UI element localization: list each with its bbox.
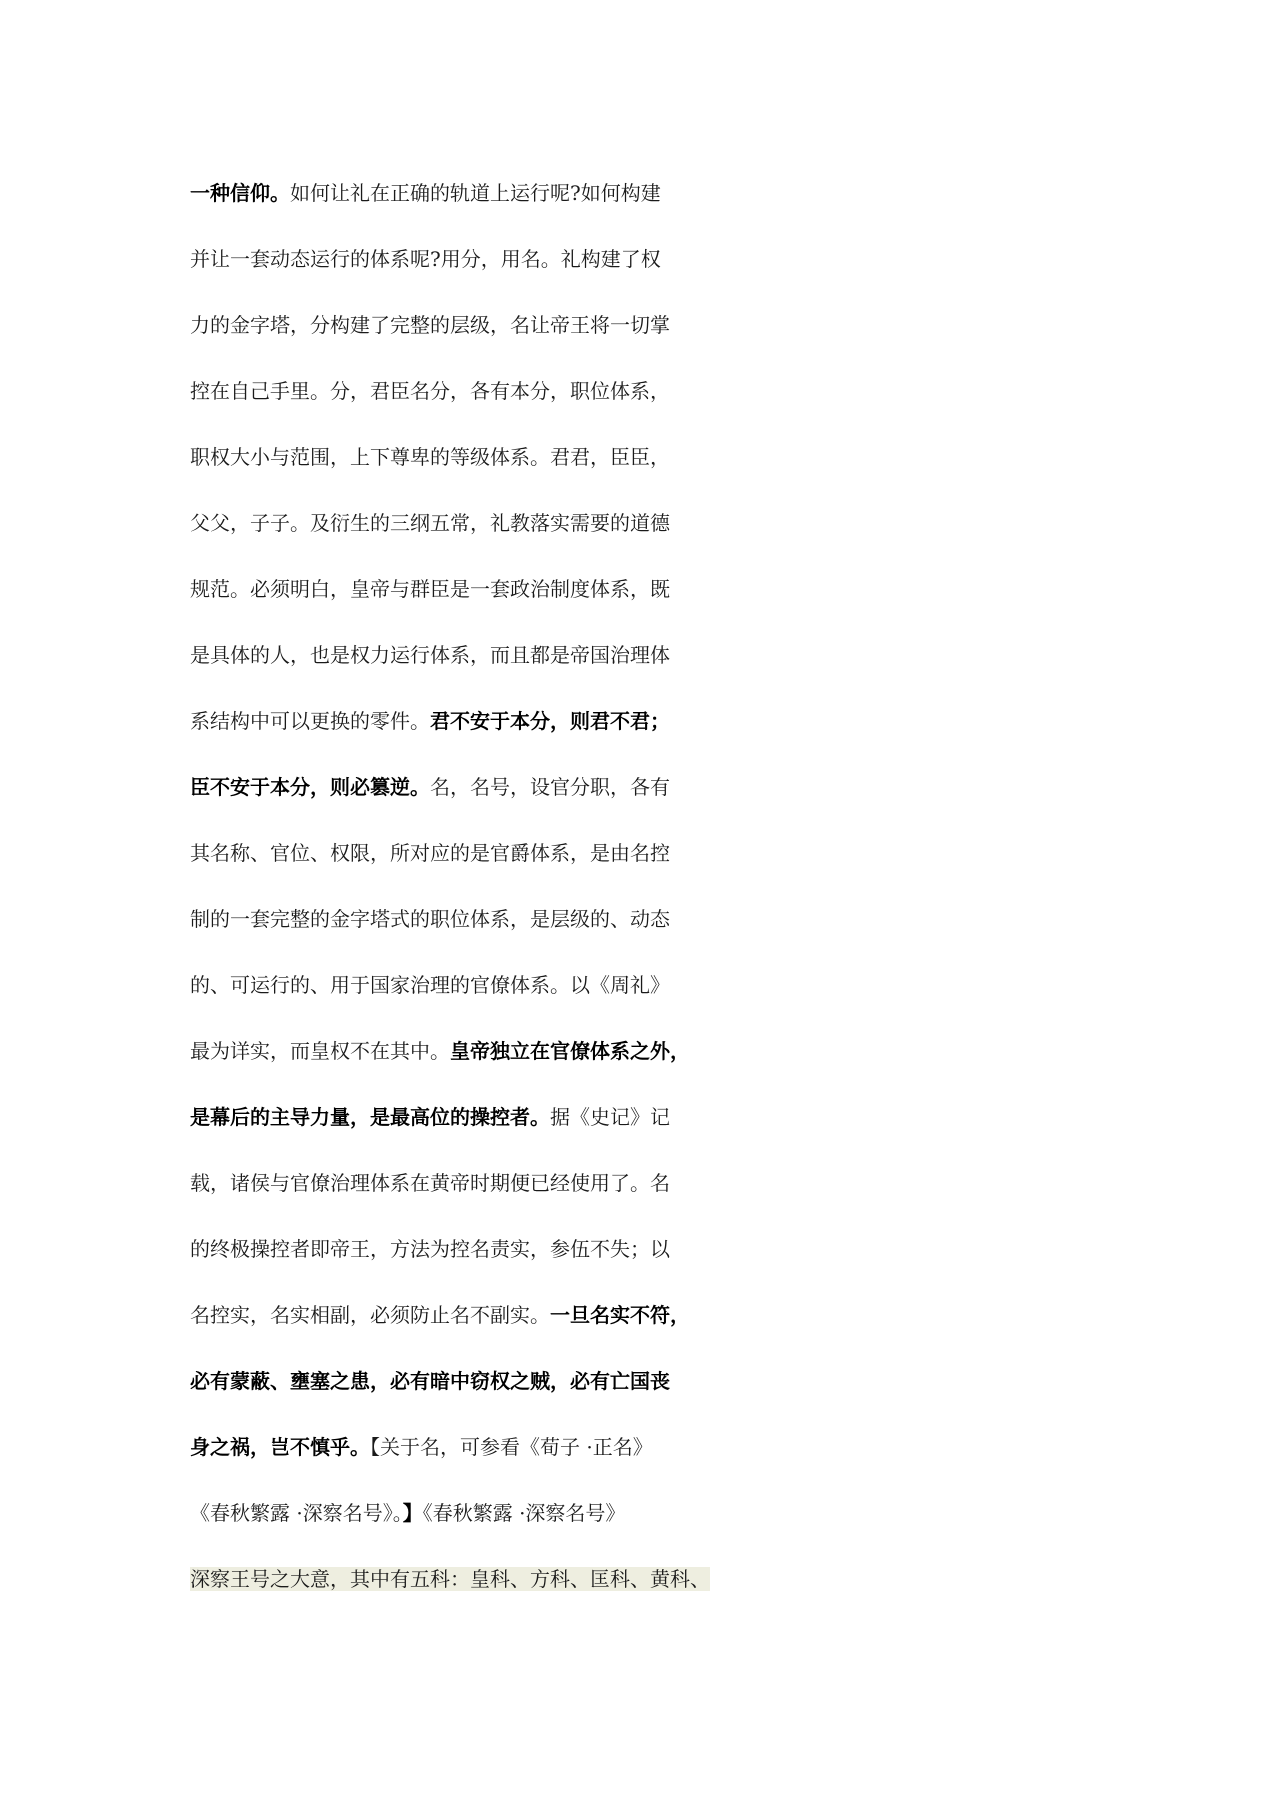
bold-text-segment: 君不安于本分，则君不君； (430, 709, 670, 733)
text-line (190, 1084, 1090, 1150)
text-line (190, 1414, 1090, 1480)
text-segment: 《春秋繁露 ·深察名号》 (422, 1501, 626, 1525)
text-segment: 载，诸侯与官僚治理体系在黄帝时期便已经使用了。名 (190, 1171, 670, 1195)
text-line (190, 622, 1090, 688)
text-line (190, 490, 1090, 556)
text-line (190, 358, 1090, 424)
text-line (190, 424, 1090, 490)
text-segment: 名，名号，设官分职，各有 (430, 775, 670, 799)
text-segment: 名控实，名实相副，必须防止名不副实。 (190, 1303, 550, 1327)
text-line (190, 1348, 1090, 1414)
text-segment: 力的金字塔，分构建了完整的层级，名让帝王将一切掌 (190, 313, 670, 337)
text-segment: 的终极操控者即帝王，方法为控名责实，参伍不失；以 (190, 1237, 670, 1261)
text-segment: 其名称、官位、权限，所对应的是官爵体系，是由名控 (190, 841, 670, 865)
text-line (190, 160, 1090, 226)
text-segment: 《春秋繁露 ·深察名号》。 (190, 1501, 403, 1525)
text-segment: 是具体的人，也是权力运行体系，而且都是帝国治理体 (190, 643, 670, 667)
text-segment: 【关于名，可参看《荀子 ·正名》 (370, 1435, 653, 1459)
text-line (190, 754, 1090, 820)
text-segment: 系结构中可以更换的零件。 (190, 709, 430, 733)
text-line (190, 886, 1090, 952)
bold-text-segment: 皇帝独立在官僚体系之外， (450, 1039, 690, 1063)
text-line (190, 292, 1090, 358)
text-line (190, 1216, 1090, 1282)
bold-text-segment: 身之祸，岂不慎乎。 (190, 1435, 370, 1459)
bold-text-segment: 臣不安于本分，则必篡逆。 (190, 775, 430, 799)
text-line (190, 1150, 1090, 1216)
text-segment: 如何让礼在正确的轨道上运行呢?如何构建 (290, 181, 661, 205)
body-text (190, 160, 1090, 1612)
text-segment: 父父，子子。及衍生的三纲五常，礼教落实需要的道德 (190, 511, 670, 535)
text-segment: 控在自己手里。分，君臣名分，各有本分，职位体系， (190, 379, 670, 403)
text-segment: 的、可运行的、用于国家治理的官僚体系。以《周礼》 (190, 973, 670, 997)
bold-text-segment: 一旦名实不符， (550, 1303, 690, 1327)
text-line (190, 1282, 1090, 1348)
bold-text-segment: 一种信仰。 (190, 181, 290, 205)
text-segment: 制的一套完整的金字塔式的职位体系，是层级的、动态 (190, 907, 670, 931)
text-line (190, 226, 1090, 292)
text-segment: 最为详实，而皇权不在其中。 (190, 1039, 450, 1063)
text-segment: 深察王号之大意，其中有五科：皇科、方科、匡科、黄科、 (190, 1567, 710, 1591)
text-line (190, 1018, 1090, 1084)
text-line (190, 952, 1090, 1018)
text-line (190, 688, 1090, 754)
bold-text-segment: 必有蒙蔽、壅塞之患，必有暗中窃权之贼，必有亡国丧 (190, 1369, 670, 1393)
bold-text-segment: 】 (402, 1501, 423, 1525)
text-segment: 据《史记》记 (550, 1105, 670, 1129)
text-segment: 规范。必须明白，皇帝与群臣是一套政治制度体系，既 (190, 577, 670, 601)
text-line (190, 1546, 1090, 1612)
text-segment: 并让一套动态运行的体系呢?用分，用名。礼构建了权 (190, 247, 661, 271)
text-line (190, 820, 1090, 886)
bold-text-segment: 是幕后的主导力量，是最高位的操控者。 (190, 1105, 550, 1129)
text-line (190, 556, 1090, 622)
text-segment: 职权大小与范围，上下尊卑的等级体系。君君，臣臣， (190, 445, 670, 469)
text-line (190, 1480, 1090, 1546)
